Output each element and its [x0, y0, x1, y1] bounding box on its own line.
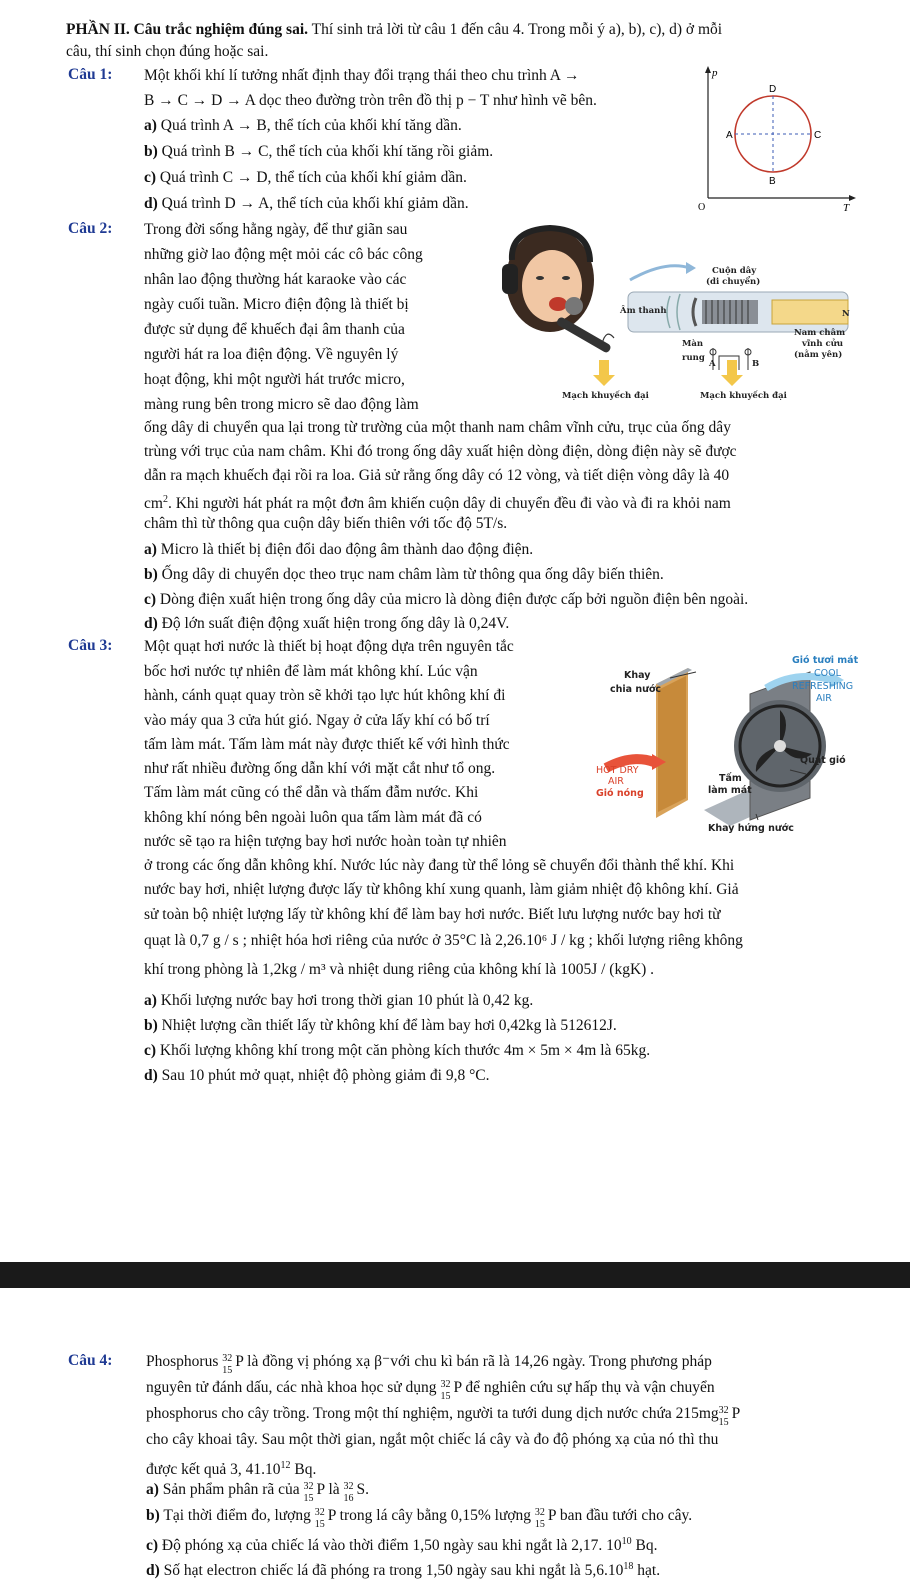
p32-mass: 32 [303, 1481, 314, 1492]
p32-atomic: 15 [303, 1493, 314, 1504]
q4-c-sup: 10 [621, 1536, 632, 1547]
q4-option-c [146, 1532, 658, 1556]
q1-a-text: Quá trình A → B, thể tích của khối khí tăng dần. [156, 117, 462, 134]
sound-label: Âm thanh [620, 306, 667, 316]
point-c-label: C [814, 130, 822, 141]
section-heading-line2: câu, thí sinh chọn đúng hoặc sai. [66, 43, 269, 60]
q4-line2-start: nguyên tử đánh dấu, các nhà khoa học sử dụng [146, 1379, 441, 1396]
q1-c-key: c) [144, 169, 157, 186]
q2-option-c [144, 590, 748, 610]
membrane-label: Màn [682, 339, 704, 349]
amp-arrow-left-icon [593, 360, 615, 386]
tray-top-label: Khay [624, 670, 651, 681]
q2-line12-rest: . Khi người hát phát ra một đơn âm khiến cuộn dây di chuyển đều đi vào và đi ra khỏi nam [167, 495, 731, 513]
p32-atomic: 15 [718, 1417, 729, 1428]
magnet-n-label: N [842, 309, 850, 319]
q1-option-c [144, 168, 467, 188]
q4-d-text2: hạt. [633, 1562, 661, 1580]
q3-line4: vào máy qua 3 cửa hút gió. Ngay ở cửa lấy khí có bố trí [144, 712, 490, 729]
pad-label: Tấm [719, 773, 742, 784]
q1-option-d [144, 194, 469, 214]
q3-a-text: Khối lượng nước bay hơi trong thời gian 10 phút là 0,42 kg. [156, 992, 534, 1009]
terminal-b-label: B [752, 359, 760, 369]
q1-label: Câu 1: [68, 66, 113, 83]
q2-line1: Trong đời sống hằng ngày, để thư giãn sau [144, 221, 408, 238]
section-heading [66, 20, 722, 40]
q2-line2: những giờ lao động mệt mỏi các cô bác công [144, 246, 423, 263]
q1-b-key: b) [144, 143, 158, 160]
singer-illustration [502, 228, 612, 354]
q2-line6: người hát ra loa điện động. Về nguyên lý [144, 346, 399, 363]
hot-air-label-2: AIR [608, 776, 624, 787]
q3-d-key: d) [144, 1067, 158, 1084]
q4-a-key: a) [146, 1481, 159, 1498]
q1-line1: Một khối khí lí tưởng nhất định thay đổi trạng thái theo chu trình A → [144, 67, 580, 84]
q2-a-text: Micro là thiết bị điện đổi dao động âm thành dao động điện. [156, 541, 534, 558]
magnet-label-3: (nằm yên) [794, 350, 843, 360]
p32-atomic: 15 [534, 1519, 545, 1530]
cool-air-label-3: REFRESHING [792, 681, 854, 692]
q2-line10: trùng với trục của nam châm. Khi đó trong ống dây xuất hiện dòng điện, dòng điện này sẽ được [144, 443, 737, 460]
hot-air-label-3: Gió nóng [596, 788, 644, 799]
q2-line7: hoạt động, khi một người hát trước micro, [144, 371, 405, 388]
q4-a-text3: S. [356, 1481, 370, 1498]
p32-nuclide [314, 1506, 327, 1530]
cool-air-label-2: COOL [814, 668, 841, 679]
q2-c-text: Dòng điện xuất hiện trong ống dây của micro là dòng điện được cấp bởi nguồn điện bên ngoài. [156, 591, 749, 608]
q4-line1-rest: P là đồng vị phóng xạ β⁻với chu kì bán rã là 14,26 ngày. Trong phương pháp [235, 1353, 712, 1370]
q4-line1-start: Phosphorus [146, 1353, 223, 1370]
q1-b-text: Quá trình B → C, thể tích của khối khí tăng rồi giảm. [157, 143, 494, 160]
p32-mass: 32 [718, 1405, 729, 1416]
t-axis-label: T [843, 202, 850, 214]
q4-d-key: d) [146, 1562, 160, 1580]
p32-nuclide [222, 1352, 234, 1376]
q4-d-sup: 18 [623, 1561, 634, 1572]
coil-label: Cuộn dây [712, 266, 757, 276]
q4-label: Câu 4: [68, 1352, 113, 1369]
q4-b-key: b) [146, 1507, 160, 1524]
section-heading-rest: Thí sinh trả lời từ câu 1 đến câu 4. Trong mỗi ý a), b), c), d) ở mỗi [308, 21, 723, 38]
s32-mass: 32 [343, 1481, 354, 1492]
q3-line5: tấm làm mát. Tấm làm mát này được thiết kế với hình thức [144, 736, 510, 753]
q4-b-text2: P trong lá cây bằng 0,15% lượng [327, 1507, 535, 1524]
q2-b-key: b) [144, 566, 158, 583]
q4-b-text1: Tại thời điểm đo, lượng [159, 1507, 315, 1524]
s32-nuclide [343, 1480, 356, 1504]
q4-option-b [146, 1506, 693, 1530]
q2-c-key: c) [144, 591, 157, 608]
cool-air-label: Gió tươi mát [792, 655, 859, 666]
q3-line14: khí trong phòng là 1,2kg / m³ và nhiệt dung riêng của không khí là 1005J / (kgK) . [144, 961, 655, 978]
q3-option-c [144, 1041, 650, 1061]
q2-unit-sup: 2 [162, 494, 168, 505]
q3-line12: sử toàn bộ nhiệt lượng lấy từ không khí để làm bay hơi nước. Biết lưu lượng nước bay hơi từ [144, 906, 721, 923]
q1-a-key: a) [144, 117, 157, 134]
q1-d-text: Quá trình D → A, thể tích của khối khí giảm dần. [157, 195, 469, 212]
q4-c-key: c) [146, 1537, 159, 1555]
q2-option-b [144, 565, 664, 585]
q3-line11: nước bay hơi, nhiệt lượng được lấy từ không khí xung quanh, làm giảm nhiệt độ không khí. Giả [144, 881, 739, 898]
q2-line9: ống dây di chuyển qua lại trong từ trường của một thanh nam châm vĩnh cửu, trục của ống dây [144, 419, 731, 436]
q3-line8: không khí nóng bên ngoài luôn qua tấm làm mát đã có [144, 809, 482, 826]
q4-line5-rest: Bq. [290, 1461, 317, 1479]
q4-c-text2: Bq. [631, 1537, 658, 1555]
amp-arrow-right-icon [721, 360, 743, 386]
q3-option-d [144, 1066, 490, 1086]
q4-line4: cho cây khoai tây. Sau một thời gian, ngắt một chiếc lá cây và đo độ phóng xạ của nó thì thu [146, 1431, 719, 1448]
terminal-a-label: A [709, 359, 716, 369]
q2-line4: ngày cuối tuần. Micro điện động là thiết bị [144, 296, 409, 313]
q3-line3: hành, cánh quạt quay tròn sẽ khởi tạo lực hút không khí đi [144, 687, 506, 704]
p32-mass: 32 [314, 1507, 325, 1518]
q4-a-text2: P là [316, 1481, 344, 1498]
q4-option-a [146, 1480, 370, 1504]
q4-line3-rest: P [731, 1405, 741, 1422]
q3-b-key: b) [144, 1017, 158, 1034]
hot-air-label: HOT DRY [596, 765, 639, 776]
fan-label: Quạt gió [800, 755, 846, 766]
q3-line13: quạt là 0,7 g / s ; nhiệt hóa hơi riêng của nước ở 35°C là 2,26.10⁶ J / kg ; khối lượng riêng không [144, 932, 743, 949]
q2-line11: dẫn ra mạch khuếch đại rồi ra loa. Giả sử rằng ống dây có 12 vòng, và tiết diện vòng dây là 40 [144, 467, 730, 484]
membrane-label-2: rung [682, 353, 705, 363]
p32-nuclide [718, 1404, 731, 1428]
q1-option-a [144, 116, 462, 136]
q2-d-key: d) [144, 615, 158, 632]
p32-mass: 32 [440, 1379, 451, 1390]
q3-line1: Một quạt hơi nước là thiết bị hoạt động dựa trên nguyên tắc [144, 638, 514, 655]
q2-microphone-figure [490, 220, 860, 410]
point-d-label: D [769, 84, 777, 95]
q1-option-b [144, 142, 493, 162]
q3-option-a [144, 991, 533, 1011]
p32-mass: 32 [222, 1353, 233, 1364]
origin-label: O [698, 202, 706, 213]
q3-line7: Tấm làm mát cũng có thể dẫn và thấm đẫm nước. Khi [144, 784, 479, 801]
point-a-label: A [726, 130, 733, 141]
tray-bottom-label: Khay hứng nước [708, 823, 794, 834]
coil-label-sub: (di chuyển) [706, 277, 761, 287]
q2-unit-cm: cm [144, 495, 163, 513]
q2-line5: được sử dụng để khuếch đại âm thanh của [144, 321, 405, 338]
p32-nuclide [303, 1480, 316, 1504]
p32-nuclide [534, 1506, 547, 1530]
section-heading-bold: PHẦN II. Câu trắc nghiệm đúng sai. [66, 21, 308, 38]
q1-line2: B → C → D → A dọc theo đường tròn trên đồ thị p − T như hình vẽ bên. [144, 92, 597, 109]
point-b-label: B [769, 176, 776, 187]
q3-c-text: Khối lượng không khí trong một căn phòng kích thước 4m × 5m × 4m là 65kg. [156, 1042, 651, 1059]
q2-a-key: a) [144, 541, 157, 558]
q4-line3-start: phosphorus cho cây trồng. Trong một thí nghiệm, người ta tưới dung dịch nước chứa 215mg [146, 1405, 719, 1422]
q4-line1 [146, 1352, 712, 1376]
q3-option-b [144, 1016, 617, 1036]
q4-a-text1: Sản phẩm phân rã của [158, 1481, 304, 1498]
tray-top-label-2: chia nước [610, 684, 662, 695]
p32-atomic: 15 [222, 1365, 233, 1376]
q2-line12 [144, 490, 731, 514]
magnet-label: Nam châm [794, 328, 846, 338]
p-axis-arrow-icon [705, 66, 711, 73]
q3-b-text: Nhiệt lượng cần thiết lấy từ không khí để làm bay hơi 0,42kg là 512612J. [157, 1017, 617, 1034]
p32-nuclide [440, 1378, 452, 1402]
q3-air-cooler-figure [596, 650, 862, 842]
q4-option-d [146, 1557, 660, 1581]
q3-line6: như rất nhiều đường ống dẫn khí với mặt cắt như tổ ong. [144, 760, 496, 777]
p32-atomic: 15 [440, 1391, 451, 1402]
magnet-label-2: vĩnh cửu [802, 339, 844, 349]
q4-line5-sup: 12 [280, 1460, 291, 1471]
s32-atomic: 16 [343, 1493, 354, 1504]
q2-option-d [144, 614, 509, 634]
q3-line9: nước sẽ tạo ra hiện tượng bay hơi nước hoàn toàn tự nhiên [144, 833, 507, 850]
q1-pt-graph [690, 64, 858, 214]
q4-line2 [146, 1378, 715, 1402]
q4-c-text1: Độ phóng xạ của chiếc lá vào thời điểm 1,50 ngày sau khi ngắt là 2,17. 10 [158, 1537, 622, 1555]
q3-c-key: c) [144, 1042, 157, 1059]
q1-c-text: Quá trình C → D, thể tích của khối khí giảm dần. [156, 169, 467, 186]
q4-line5-start: được kết quả 3, 41.10 [146, 1461, 281, 1479]
q2-line8: màng rung bên trong micro sẽ dao động làm [144, 396, 419, 413]
p32-atomic: 15 [314, 1519, 325, 1530]
q3-line10: ở trong các ống dẫn không khí. Nước lúc này đang từ thể lỏng sẽ chuyển đổi thành thể khí. Khi [144, 857, 735, 874]
q4-line3 [146, 1404, 741, 1428]
q2-line3: nhân lao động thường hát karaoke vào các [144, 271, 407, 288]
p-axis-label: p [712, 67, 718, 79]
p32-mass: 32 [534, 1507, 545, 1518]
amp-label-right: Mạch khuyếch đại [700, 391, 787, 401]
q3-label: Câu 3: [68, 637, 113, 654]
q2-line13: châm thì từ thông qua cuộn dây biến thiên với tốc độ 5T/s. [144, 515, 508, 532]
q2-b-text: Ống dây di chuyển dọc theo trục nam châm làm từ thông qua ống dây biến thiên. [157, 566, 664, 583]
q2-label: Câu 2: [68, 220, 113, 237]
q2-d-text: Độ lớn suất điện động xuất hiện trong ống dây là 0,24V. [157, 615, 510, 632]
q4-b-text3: P ban đầu tưới cho cây. [547, 1507, 693, 1524]
t-axis-arrow-icon [849, 195, 856, 201]
q3-line2: bốc hơi nước tự nhiên để làm mát không khí. Lúc vận [144, 663, 478, 680]
q4-line5 [146, 1456, 316, 1480]
q2-option-a [144, 540, 533, 560]
q3-d-text: Sau 10 phút mở quạt, nhiệt độ phòng giảm đi 9,8 °C. [157, 1067, 490, 1084]
pad-label-2: làm mát [708, 785, 752, 796]
cool-air-label-4: AIR [816, 693, 832, 704]
q4-line2-rest: P để nghiên cứu sự hấp thụ và vận chuyển [453, 1379, 715, 1396]
q3-a-key: a) [144, 992, 157, 1009]
q1-d-key: d) [144, 195, 158, 212]
amp-label-left: Mạch khuyếch đại [562, 391, 649, 401]
page-separator [0, 1262, 910, 1288]
q4-d-text1: Số hạt electron chiếc lá đã phóng ra trong 1,50 ngày sau khi ngắt là 5,6.10 [159, 1562, 624, 1580]
